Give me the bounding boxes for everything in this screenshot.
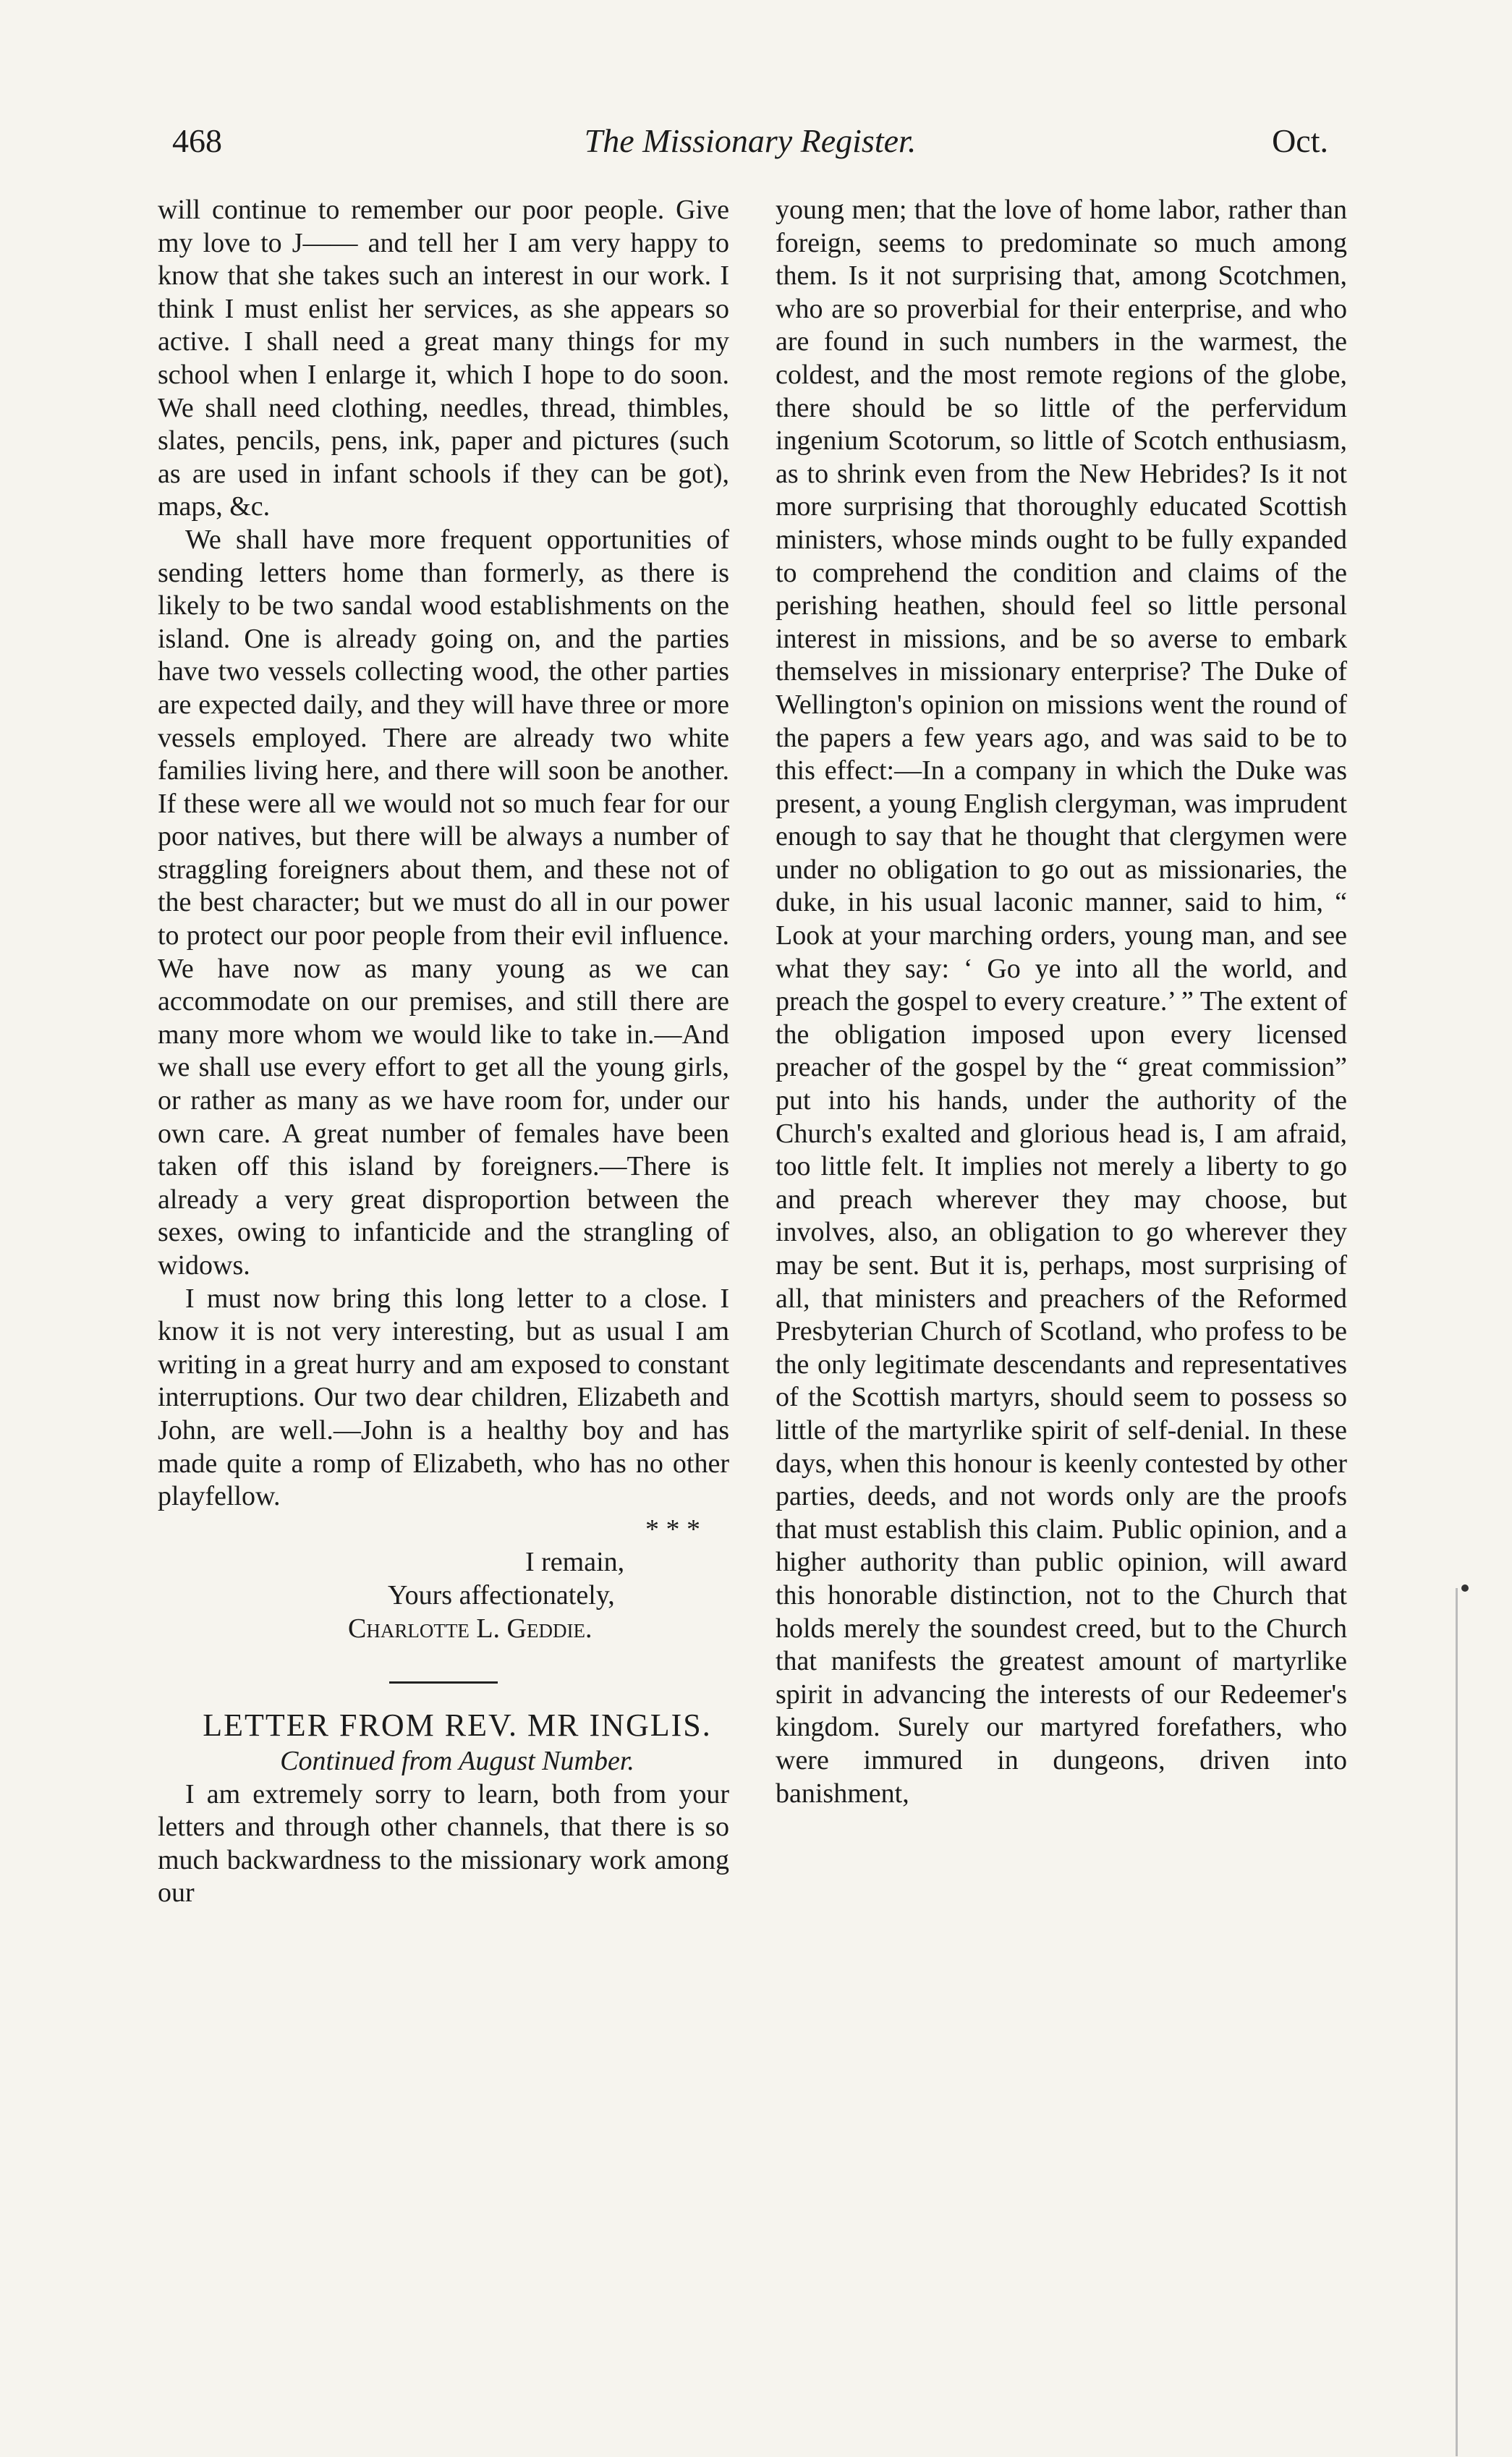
running-header [172, 122, 1328, 165]
margin-rule [1456, 1588, 1464, 2456]
section-title: LETTER FROM REV. MR INGLIS. [203, 1707, 712, 1744]
section-divider [389, 1681, 498, 1684]
paragraph: We shall have more frequent opportunities of sending letters home than formerly, as there is likely to be two sandal wood establishments on the island. One is already going on, and the parties have two vessels collecting wood, the other parties are expected daily, and they will have three or more vessels employed. There are already two white families living here, and there will soon be another. If these were all we would not so much fear for our poor natives, but there will be always a number of straggling foreigners about them, and these not of the best character; but we must do all in our power to protect our poor people from their evil influence. We have now as many young as we can accommodate on our premises, and still there are many more whom we would like to take in.—And we shall use every effort to get all the young girls, or rather as many as we have room for, under our own care. A great number of females have been taken off this island by foreigners.—There is already a very great disproportion between the sexes, owing to infanticide and the strangling of widows. [158, 524, 729, 1281]
asterism: * * * [645, 1514, 700, 1545]
left-column [158, 194, 729, 1910]
paragraph: I must now bring this long letter to a close. I know it is not very interesting, but as usual I am writing in a great hurry and am exposed to constant interruptions. Our two dear children, Elizabeth and John, are well.—John is a healthy boy and has made quite a romp of Elizabeth, who has no other playfellow. [158, 1283, 729, 1512]
paragraph: I am extremely sorry to learn, both from your letters and through other channels, that there is so much backwardness to the missionary work among our [158, 1778, 729, 1909]
closing-line: I remain, [525, 1547, 625, 1578]
section-subtitle: Continued from August Number. [280, 1745, 634, 1776]
signature: Charlotte L. Geddie. [348, 1613, 593, 1644]
page-number: 468 [172, 122, 222, 159]
valediction: Yours affectionately, [388, 1579, 615, 1611]
right-column [776, 194, 1347, 1810]
header-month: Oct. [1272, 122, 1328, 159]
paragraph: will continue to remember our poor people. Give my love to J—— and tell her I am very happy to know that she takes such an interest in our work. I think I must enlist her services, as she appears so active. I shall need a great many things for my school when I enlarge it, which I hope to do soon. We shall need clothing, needles, thread, thimbles, slates, pencils, pens, ink, paper and pictures (such as are used in infant schools if they can be got), maps, &c. [158, 195, 729, 522]
paragraph: young men; that the love of home labor, rather than foreign, seems to predominate so much among them. Is it not surprising that, among Scotchmen, who are so proverbial for their enterprise, and who are found in such numbers in the warmest, the coldest, and the most remote regions of the globe, there should be so little of the perfervidum ingenium Scotorum, so little of Scotch enthusiasm, as to shrink even from the New Hebrides? Is it not more surprising that thoroughly educated Scottish ministers, whose minds ought to be fully expanded to comprehend the condition and claims of the perishing heathen, should feel so little personal interest in missions, and be so averse to embark themselves in missionary enterprise? The Duke of Wellington's opinion on missions went the round of the papers a few years ago, and was said to be to this effect:—In a company in which the Duke was present, a young English clergyman, was imprudent enough to say that he thought that clergymen were under no obligation to go out as missionaries, the duke, in his usual laconic manner, said to him, “ Look at your marching orders, young man, and see what they say: ‘ Go ye into all the world, and preach the gospel to every creature.’ ” The extent of the obligation imposed upon every licensed preacher of the gospel by the “ great commission” put into his hands, under the authority of the Church's exalted and glorious head is, I am afraid, too little felt. It implies not merely a liberty to go and preach wherever they may choose, but involves, also, an obligation to go wherever they may be sent. But it is, perhaps, most surprising of all, that ministers and preachers of the Reformed Presbyterian Church of Scotland, who profess to be the only legitimate descendants and representatives of the Scottish martyrs, should seem to possess so little of the martyrlike spirit of self-denial. In these days, when this honour is keenly contested by other parties, deeds, and not words only are the proofs that must establish this claim. Public opinion, and a higher authority than public opinion, will award this honorable distinction, not to the Church that holds merely the soundest creed, but to the Church that manifests the greatest amount of martyrlike spirit in advancing the interests of our Redeemer's kingdom. Surely our martyred forefathers, who were immured in dungeons, driven into banishment, [776, 195, 1347, 1809]
running-title: The Missionary Register. [584, 122, 917, 159]
